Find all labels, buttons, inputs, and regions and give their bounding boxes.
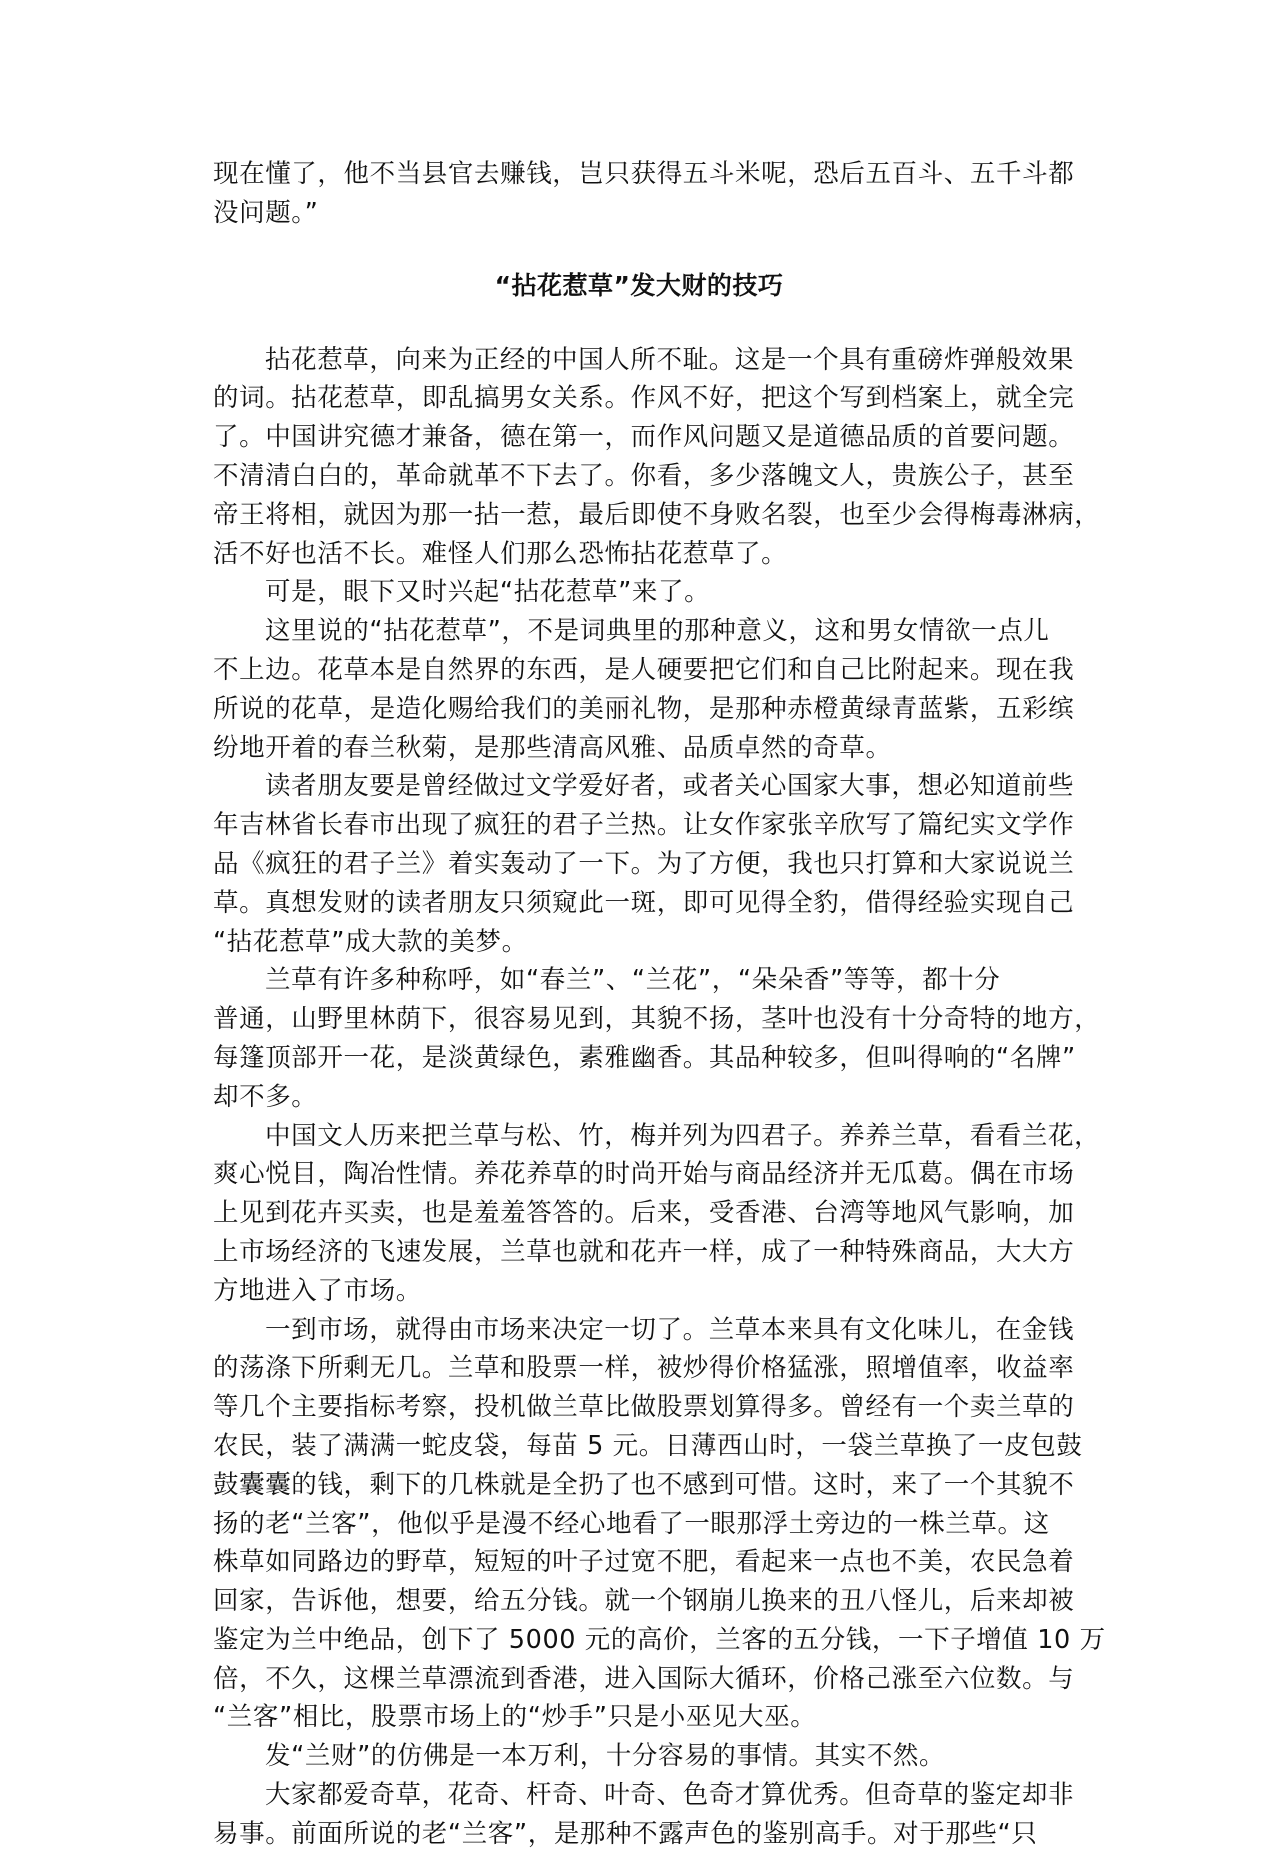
text-line: 农民，装了满满一蛇皮袋，每苗 5 元。日薄西山时，一袋兰草换了一皮包鼓 xyxy=(213,1430,1083,1461)
text-line: 可是，眼下又时兴起“拈花惹草”来了。 xyxy=(265,577,711,608)
paragraph-9 xyxy=(213,1776,1075,1854)
text-line: 所说的花草，是造化赐给我们的美丽礼物，是那种赤橙黄绿青蓝紫，五彩缤 xyxy=(213,693,1075,724)
paragraph-3 xyxy=(213,612,1075,767)
text-line: 鉴定为兰中绝品，创下了 5000 元的高价，兰客的五分钱，一下子增值 10 万 xyxy=(213,1624,1106,1655)
text-line: 大家都爱奇草，花奇、杆奇、叶奇、色奇才算优秀。但奇草的鉴定却非 xyxy=(265,1780,1075,1811)
paragraph-8 xyxy=(213,1737,1065,1776)
paragraph-6 xyxy=(213,1117,1101,1311)
text-line: 倍，不久，这棵兰草漂流到香港，进入国际大循环，价格己涨至六位数。与 xyxy=(213,1663,1075,1694)
text-line: 扬的老“兰客”，他似乎是漫不经心地看了一眼那浮土旁边的一株兰草。这 xyxy=(213,1508,1050,1539)
text-line: 回家，告诉他，想要，给五分钱。就一个钢崩儿换来的丑八怪儿，后来却被 xyxy=(213,1586,1075,1617)
text-line: 等几个主要指标考察，投机做兰草比做股票划算得多。曾经有一个卖兰草的 xyxy=(213,1392,1075,1423)
text-line: 株草如同路边的野草，短短的叶子过宽不肥，看起来一点也不美，农民急着 xyxy=(213,1547,1075,1578)
text-line: 普通，山野里林荫下，很容易见到，其貌不扬，茎叶也没有十分奇特的地方， xyxy=(213,1004,1101,1035)
lead-paragraph xyxy=(213,155,1075,233)
text-line: 活不好也活不长。难怪人们那么恐怖拈花惹草了。 xyxy=(213,538,788,569)
text-line: 鼓囊囊的钱，剩下的几株就是全扔了也不感到可惜。这时，来了一个其貌不 xyxy=(213,1469,1075,1500)
text-line: 方地进入了市场。 xyxy=(213,1275,422,1306)
text-line: 上见到花卉买卖，也是羞羞答答的。后来，受香港、台湾等地风气影响，加 xyxy=(213,1198,1075,1229)
text-line: 纷地开着的春兰秋菊，是那些清高风雅、品质卓然的奇草。 xyxy=(213,732,892,763)
text-line: 发“兰财”的仿佛是一本万利，十分容易的事情。其实不然。 xyxy=(265,1741,946,1772)
text-line: 没问题。” xyxy=(213,197,319,228)
paragraph-7 xyxy=(213,1311,1106,1738)
text-line: “兰客”相比，股票市场上的“炒手”只是小巫见大巫。 xyxy=(213,1702,817,1733)
text-line: 爽心悦目，陶冶性情。养花养草的时尚开始与商品经济并无瓜葛。偶在市场 xyxy=(213,1159,1075,1190)
text-line: 上市场经济的飞速发展，兰草也就和花卉一样，成了一种特殊商品，大大方 xyxy=(213,1236,1075,1267)
text-line: 不上边。花草本是自然界的东西，是人硬要把它们和自己比附起来。现在我 xyxy=(213,654,1075,685)
text-line: 这里说的“拈花惹草”，不是词典里的那种意义，这和男女情欲一点儿 xyxy=(265,616,1050,647)
text-line: 的词。拈花惹草，即乱搞男女关系。作风不好，把这个写到档案上，就全完 xyxy=(213,383,1075,414)
paragraph-2 xyxy=(213,573,1065,612)
paragraph-1 xyxy=(213,341,1101,574)
text-line: 不清清白白的，革命就革不下去了。你看，多少落魄文人，贵族公子，甚至 xyxy=(213,460,1075,491)
text-line: 中国文人历来把兰草与松、竹，梅并列为四君子。养养兰草，看看兰花， xyxy=(265,1120,1101,1151)
text-line: 兰草有许多种称呼，如“春兰”、“兰花”，“朵朵香”等等，都十分 xyxy=(265,965,1001,996)
text-line: 年吉林省长春市出现了疯狂的君子兰热。让女作家张辛欣写了篇纪实文学作 xyxy=(213,810,1075,841)
text-line: 易事。前面所说的老“兰客”，是那种不露声色的鉴别高手。对于那些“只 xyxy=(213,1818,1038,1849)
text-line: 却不多。 xyxy=(213,1081,318,1112)
paragraph-5 xyxy=(213,961,1101,1116)
section-title: “拈花惹草”发大财的技巧 xyxy=(494,270,784,300)
text-line: 每篷顶部开一花，是淡黄绿色，素雅幽香。其品种较多，但叫得响的“名牌” xyxy=(213,1042,1076,1073)
text-line: 品《疯狂的君子兰》着实轰动了一下。为了方便，我也只打算和大家说说兰 xyxy=(213,848,1075,879)
text-line: 帝王将相，就因为那一拈一惹，最后即使不身败名裂，也至少会得梅毒淋病， xyxy=(213,499,1101,530)
text-line: 一到市场，就得由市场来决定一切了。兰草本来具有文化味儿，在金钱 xyxy=(265,1314,1075,1345)
text-line: 草。真想发财的读者朋友只须窥此一斑，即可见得全豹，借得经验实现自己 xyxy=(213,887,1075,918)
text-line: 读者朋友要是曾经做过文学爱好者，或者关心国家大事，想必知道前些 xyxy=(265,771,1075,802)
text-line: 拈花惹草，向来为正经的中国人所不耻。这是一个具有重磅炸弹般效果 xyxy=(265,344,1075,375)
paragraph-4 xyxy=(213,767,1075,961)
text-line: 的荡涤下所剩无几。兰草和股票一样，被炒得价格猛涨，照增值率，收益率 xyxy=(213,1353,1075,1384)
document-page xyxy=(213,155,1106,1854)
text-line: “拈花惹草”成大款的美梦。 xyxy=(213,926,528,957)
text-line: 了。中国讲究德才兼备，德在第一，而作风问题又是道德品质的首要问题。 xyxy=(213,422,1075,453)
text-line: 现在懂了，他不当县官去赚钱，岂只获得五斗米呢，恐后五百斗、五千斗都 xyxy=(213,159,1075,189)
